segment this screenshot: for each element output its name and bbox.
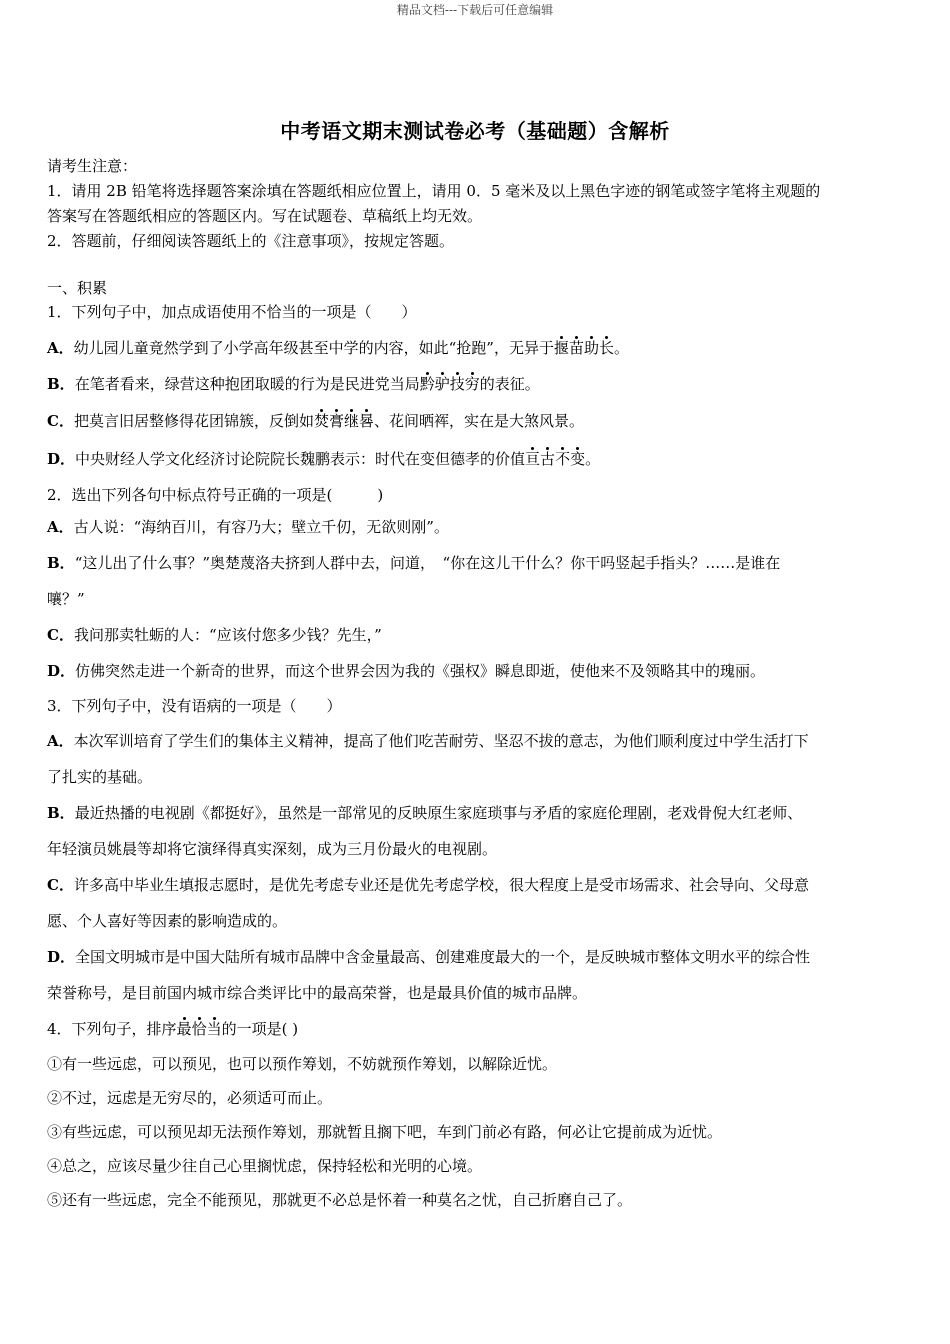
- option-text-end: 。: [614, 339, 630, 357]
- option-label: B．: [47, 554, 75, 572]
- question-3-option-a-line-1: [47, 723, 903, 759]
- emphasis-char: 穷: [464, 375, 480, 393]
- option-label: D．: [47, 948, 76, 966]
- option-text: 在笔者看来，绿营这种抱团取暖的行为是民进党当局: [74, 375, 420, 393]
- option-text: 全国文明城市是中国大陆所有城市品牌中含金量最高、创建难度最大的一个，是反映城市整体文明水平的综合性: [75, 948, 811, 966]
- emphasis-char: 晷: [359, 412, 375, 430]
- dotted-idiom: [314, 412, 374, 430]
- question-4-sentence-5: ⑤还有一些远虑，完全不能预见，那就更不必总是怀着一种莫名之忧，自己折磨自己了。: [47, 1191, 633, 1209]
- dotted-idiom: [525, 450, 585, 468]
- question-4-sentence-1: ①有一些远虑，可以预见，也可以预作筹划，不妨就预作筹划，以解除近忧。: [47, 1055, 558, 1073]
- option-label: A．: [47, 732, 74, 750]
- option-text-end: 的表征。: [479, 375, 540, 393]
- option-label: B．: [47, 375, 75, 393]
- question-4-sentence-4: ④总之，应该尽量少往自己心里搁忧虑，保持轻松和光明的心境。: [47, 1157, 483, 1175]
- emphasis-char: 黔: [419, 375, 435, 393]
- notice-heading: 请考生注意：: [47, 157, 138, 175]
- option-text: 最近热播的电视剧《都挺好》，虽然是一部常见的反映原生家庭琐事与矛盾的家庭伦理剧，老戏骨倪大红老师、: [74, 804, 803, 822]
- question-3-option-d-line-1: [47, 939, 903, 975]
- option-text: 本次军训培育了学生们的集体主义精神，提高了他们吃苦耐劳、坚忍不拔的意志，为他们顺利度过中学生活打下: [73, 732, 809, 750]
- question-3-option-c-line-2: 愿、个人喜好等因素的影响造成的。: [47, 912, 288, 930]
- option-label: C．: [47, 626, 74, 644]
- option-text-end: 、花间晒裈，实在是大煞风景。: [374, 412, 585, 430]
- emphasis-char: 膏: [328, 412, 344, 430]
- page-title: 中考语文期末测试卷必考（基础题）含解析: [280, 119, 670, 143]
- option-label: A．: [47, 339, 74, 357]
- question-2-option-b-line-1: [47, 545, 903, 581]
- option-text: 许多高中毕业生填报志愿时，是优先考虑专业还是优先考虑学校，很大程度上是受市场需求、社会导向、父母意: [73, 876, 809, 894]
- option-text: 仿佛突然走进一个新奇的世界，而这个世界会因为我的《强权》瞬息即逝，使他来不及领略其中的瑰丽。: [75, 662, 766, 680]
- option-label: A．: [47, 518, 74, 536]
- emphasis-char: 古: [540, 450, 556, 468]
- emphasis-char: 技: [449, 375, 465, 393]
- notice-item-1-line-1: 1．请用 2B 铅笔将选择题答案涂填在答题纸相应位置上，请用 0．5 毫米及以上黑色字迹的钢笔或签字笔将主观题的: [47, 182, 821, 200]
- section-heading: 一、积累: [47, 279, 108, 297]
- question-2: [47, 481, 903, 689]
- dotted-word: [177, 1020, 222, 1038]
- option-label: D．: [47, 662, 76, 680]
- question-1-option-c: [47, 402, 903, 440]
- emphasis-char: 焚: [313, 412, 329, 430]
- option-label: C．: [47, 876, 74, 894]
- page-header-note: 精品文档---下载后可任意编辑: [396, 3, 554, 17]
- option-label: C．: [47, 412, 74, 430]
- question-3: [47, 689, 903, 1011]
- option-text-end: 。: [585, 450, 601, 468]
- emphasis-char: 变: [570, 450, 586, 468]
- emphasis-char: 亘: [525, 450, 541, 468]
- option-text: 我问那卖牡蛎的人：“应该付您多少钱？先生，”: [73, 626, 382, 644]
- option-text: 古人说：“海纳百川，有容乃大；壁立千仞，无欲则刚”。: [73, 518, 449, 536]
- stem-text-end: 的一项是( ): [221, 1020, 299, 1038]
- dotted-idiom: [420, 375, 480, 393]
- question-3-option-b-line-2: 年轻演员姚晨等却将它演绎得真实深刻，成为三月份最火的电视剧。: [47, 840, 498, 858]
- question-1-option-b: [47, 366, 903, 402]
- question-3-option-a-line-2: 了扎实的基础。: [47, 768, 153, 786]
- notice-block: [47, 154, 903, 254]
- question-4-stem: [47, 1011, 903, 1047]
- question-4-sentence-2: ②不过，远虑是无穷尽的，必须适可而止。: [47, 1089, 333, 1107]
- question-2-option-b-line-2: 嚷？”: [47, 590, 85, 608]
- option-text: 幼儿园儿童竟然学到了小学高年级甚至中学的内容，如此“抢跑”，无异于: [73, 339, 554, 357]
- question-1-stem: 1．下列句子中，加点成语使用不恰当的一项是（ ）: [47, 303, 417, 321]
- question-4: [47, 1011, 903, 1217]
- stem-text: 4．下列句子，排序: [47, 1020, 177, 1038]
- option-label: B．: [47, 804, 75, 822]
- emphasis-char: 继: [344, 412, 360, 430]
- option-text: 中央财经人学文化经济讨论院院长魏鹏表示：时代在变但德孝的价值: [75, 450, 526, 468]
- emphasis-char: 最: [176, 1020, 192, 1038]
- question-2-stem: 2．选出下列各句中标点符号正确的一项是( ): [47, 486, 384, 504]
- question-4-sentence-3: ③有些远虑，可以预见却无法预作筹划，那就暂且搁下吧，车到门前必有路，何必让它提前成为近忧。: [47, 1123, 723, 1141]
- option-text: “这儿出了什么事？”奥楚蔑洛夫挤到人群中去，问道， “你在这儿干什么？你干吗竖起手指头？……是谁在: [74, 554, 781, 572]
- emphasis-char: 长: [599, 339, 615, 357]
- emphasis-char: 恰: [191, 1020, 207, 1038]
- notice-item-2: 2．答题前，仔细阅读答题纸上的《注意事项》，按规定答题。: [47, 232, 455, 250]
- question-3-option-c-line-1: [47, 867, 903, 903]
- question-1-option-a: [47, 330, 903, 366]
- question-2-option-a: [47, 509, 903, 545]
- emphasis-char: 不: [555, 450, 571, 468]
- emphasis-char: 苗: [569, 339, 585, 357]
- dotted-idiom: [554, 339, 614, 357]
- emphasis-char: 助: [584, 339, 600, 357]
- question-1: [47, 300, 903, 478]
- question-3-option-b-line-1: [47, 795, 903, 831]
- question-1-option-d: [47, 440, 903, 478]
- emphasis-char: 当: [206, 1020, 222, 1038]
- question-3-option-d-line-2: 荣誉称号，是目前国内城市综合类评比中的最高荣誉，也是最具价值的城市品牌。: [47, 984, 588, 1002]
- option-label: D．: [47, 450, 76, 468]
- option-text: 把莫言旧居整修得花团锦簇，反倒如: [73, 412, 314, 430]
- question-2-option-d: [47, 653, 903, 689]
- question-2-option-c: [47, 617, 903, 653]
- notice-item-1-line-2: 答案写在答题纸相应的答题区内。写在试题卷、草稿纸上均无效。: [47, 207, 483, 225]
- emphasis-char: 驴: [434, 375, 450, 393]
- question-3-stem: 3．下列句子中，没有语病的一项是（ ）: [47, 697, 342, 715]
- emphasis-char: 揠: [553, 339, 569, 357]
